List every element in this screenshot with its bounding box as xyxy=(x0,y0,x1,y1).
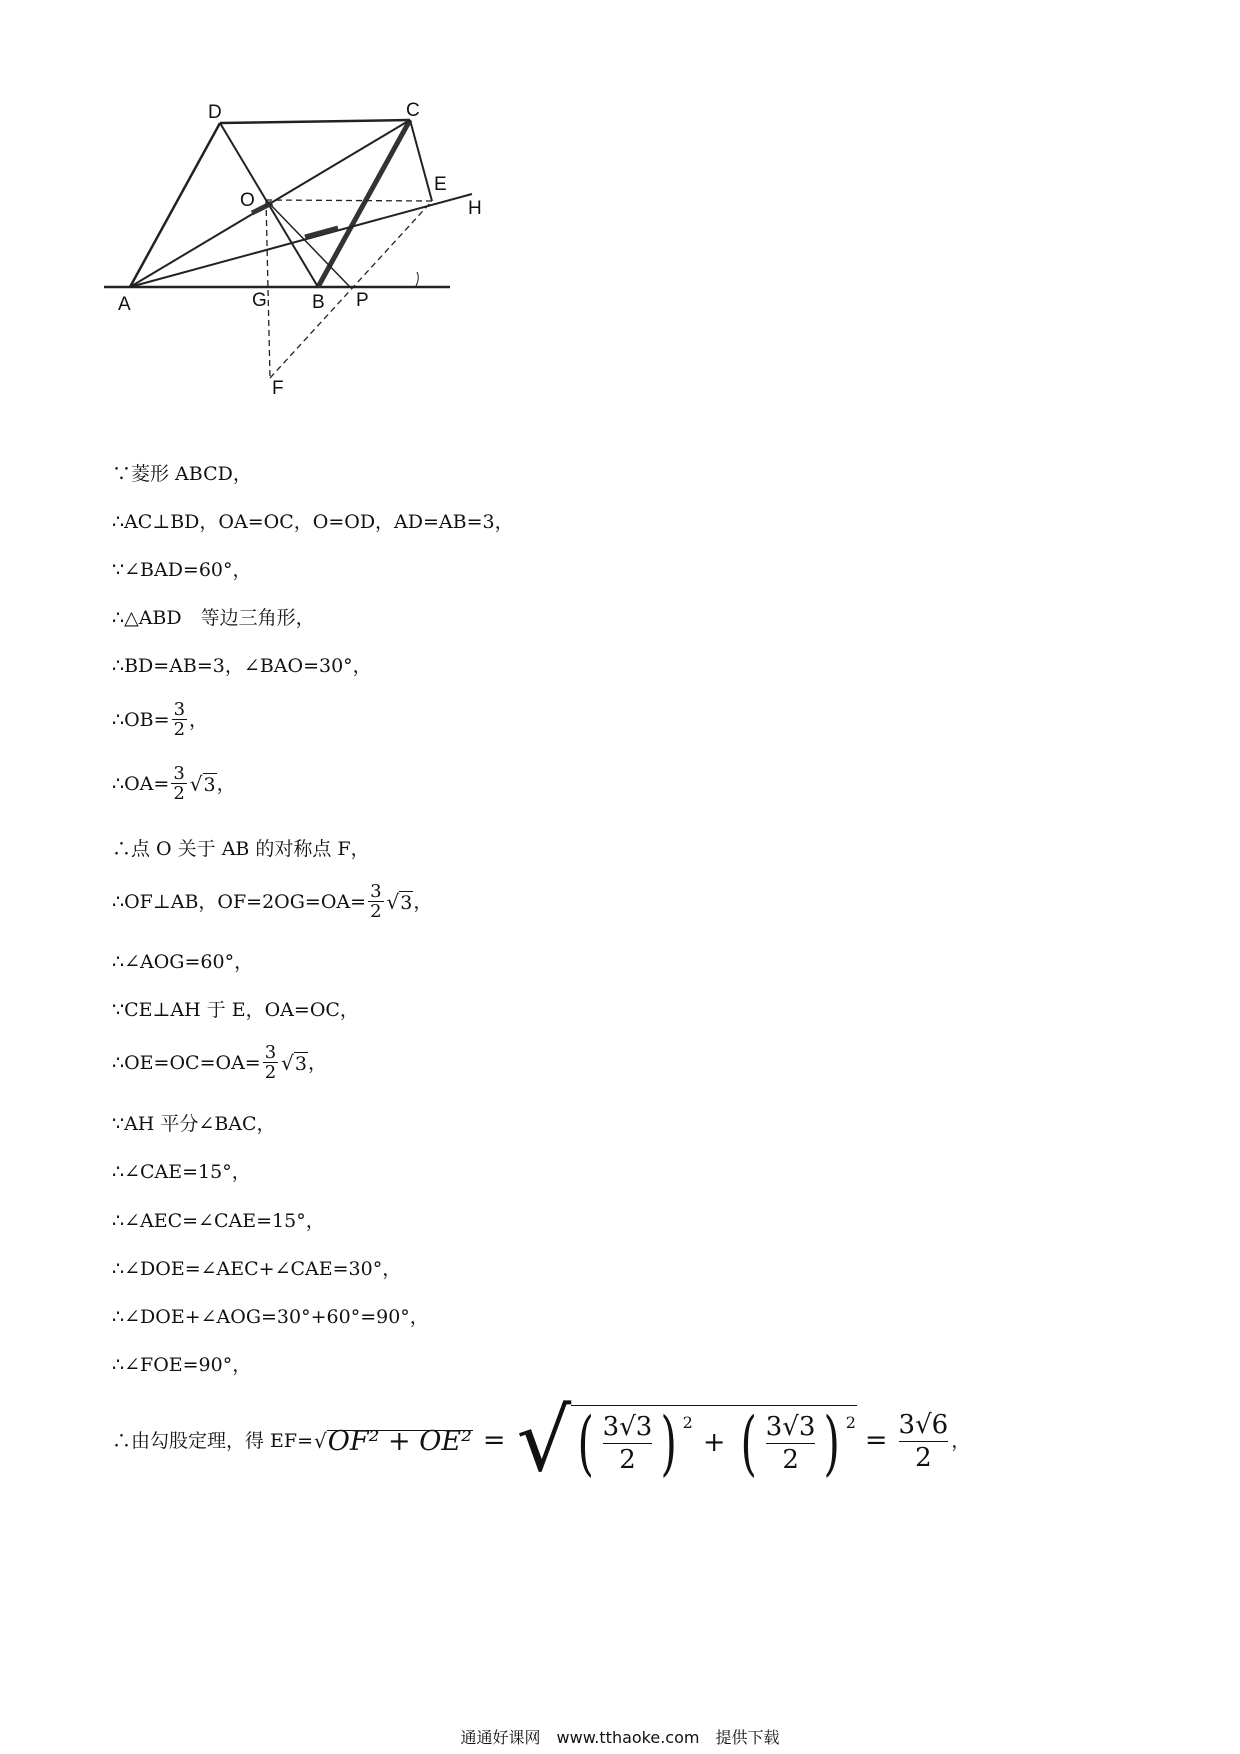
step-16: ∴∠DOE=∠AEC+∠CAE=30°， xyxy=(112,1258,402,1280)
step-4: ∴△ABD 等边三角形， xyxy=(112,607,315,629)
label-o: O xyxy=(240,190,255,211)
side-dc xyxy=(220,120,410,123)
radical: √ 3 xyxy=(281,1050,308,1075)
label-d: D xyxy=(208,102,222,123)
step-1: ∵菱形 ABCD， xyxy=(112,463,252,485)
fraction-3sqrt3-over-2-second: $\frac{3√3}{2}$ xyxy=(765,1411,816,1475)
label-p: P xyxy=(356,290,369,311)
step-19: ∴由勾股定理，得 EF= √ OF² + OE² = √ ( $\frac{3√3}{2}$ ) $^2$ + ( $\frac{3√3}{2}$ ) $^2$ = $\frac{3√6}{2}$ ， xyxy=(112,1391,971,1491)
radical: √ 3 xyxy=(189,771,216,796)
step-2: ∴AC⊥BD，OA=OC，O=OD，AD=AB=3， xyxy=(112,511,514,533)
label-h: H xyxy=(468,198,482,219)
fraction: $\frac{3}{2}$ xyxy=(173,763,185,804)
step-6: ∴OB= $\frac{3}{2}$ ， xyxy=(112,699,209,740)
page-footer: 通通好课网 www.tthaoke.com 提供下载 xyxy=(460,1728,780,1747)
step-3: ∵∠BAD=60°， xyxy=(112,559,252,581)
step-8: ∴点 O 关于 AB 的对称点 F， xyxy=(112,838,370,860)
step-14: ∴∠CAE=15°， xyxy=(112,1161,251,1183)
step-5: ∴BD=AB=3，∠BAO=30°， xyxy=(112,655,372,677)
radical-of-oe: √ OF² + OE² xyxy=(314,1426,472,1457)
fraction: $\frac{3}{2}$ xyxy=(370,881,382,922)
segment-ce xyxy=(410,120,432,201)
side-cb xyxy=(318,120,410,287)
line-ah xyxy=(130,194,472,287)
label-b: B xyxy=(312,292,325,313)
angle-mark xyxy=(416,272,418,286)
step-17: ∴∠DOE+∠AOG=30°+60°=90°， xyxy=(112,1306,429,1328)
geometry-figure xyxy=(100,90,560,450)
dashed-oe xyxy=(266,200,432,201)
step-12: ∴OE=OC=OA= $\frac{3}{2}$ √ 3 ， xyxy=(112,1042,328,1083)
label-e: E xyxy=(434,174,447,195)
step-10: ∴∠AOG=60°， xyxy=(112,951,254,973)
label-f: F xyxy=(272,378,284,399)
step-15: ∴∠AEC=∠CAE=15°， xyxy=(112,1210,325,1232)
fraction-3sqrt3-over-2: $\frac{3√3}{2}$ xyxy=(602,1411,653,1475)
fraction: $\frac{3}{2}$ xyxy=(264,1042,277,1083)
step-11: ∵CE⊥AH 于 E，OA=OC， xyxy=(112,999,359,1021)
fraction-result: $\frac{3√6}{2}$ xyxy=(898,1409,949,1473)
dashed-of xyxy=(266,200,270,378)
segment-ao-thick xyxy=(252,203,272,213)
fraction: $\frac{3}{2}$ xyxy=(173,699,186,740)
step-13: ∵AH 平分∠BAC， xyxy=(112,1113,276,1135)
step-18: ∴∠FOE=90°， xyxy=(112,1354,252,1376)
radical: √ 3 xyxy=(386,889,413,914)
step-9: ∴OF⊥AB，OF=2OG=OA= $\frac{3}{2}$ √ 3 ， xyxy=(112,881,433,922)
side-ad xyxy=(130,123,220,287)
label-a: A xyxy=(118,294,131,315)
step-7: ∴OA= $\frac{3}{2}$ √ 3 ， xyxy=(112,763,236,804)
step-6-text: ∴OB= xyxy=(112,708,170,731)
radical-expression: √ ( $\frac{3√3}{2}$ ) $^2$ + ( $\frac{3√3}{2}$ ) $^2$ xyxy=(516,1391,856,1491)
label-g: G xyxy=(252,290,267,311)
segment-op xyxy=(266,200,350,287)
label-c: C xyxy=(406,100,420,121)
